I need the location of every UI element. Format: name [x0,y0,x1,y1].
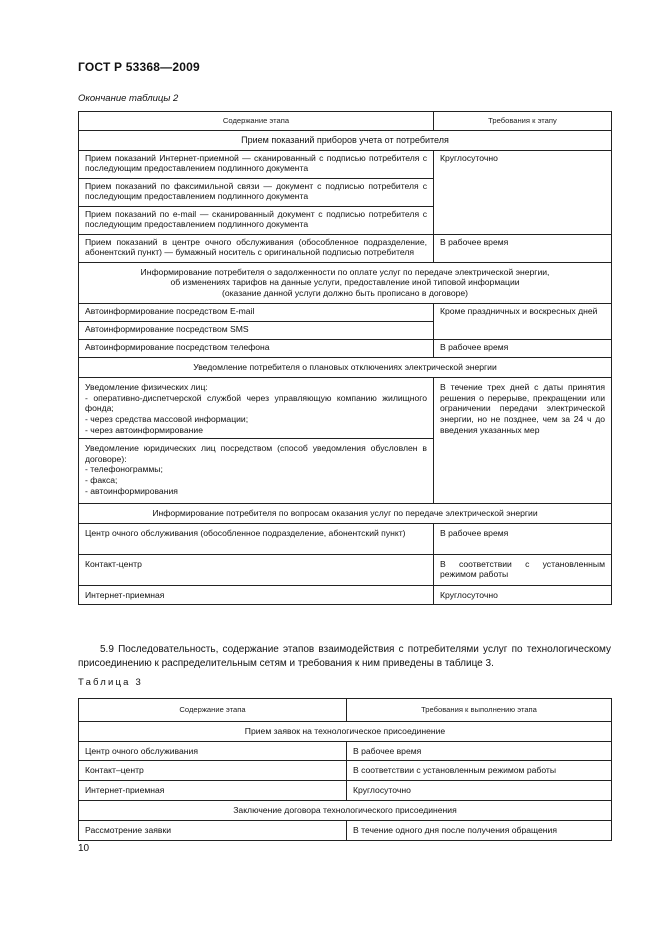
stage-cell: Автоинформирование посредством E-mail [79,303,434,321]
stage-cell: Центр очного обслуживания (обособленное подразделение, абонентский пункт) [79,523,434,554]
section-title: Уведомление потребителя о плановых отключениях электрической энергии [79,357,612,377]
stage-cell: Контакт-центр [79,554,434,585]
stage-cell: Прием показаний по e-mail — сканированный документ с подписью потребителя с последующим предоставлением подлинного документа [79,206,434,234]
requirement-cell: В рабочее время [347,741,612,761]
column-header-stage: Содержание этапа [79,112,434,131]
column-header-requirements: Требования к выполнению этапа [347,699,612,722]
stage-cell: Автоинформирование посредством телефона [79,339,434,357]
stage-cell: Центр очного обслуживания [79,741,347,761]
table-row [79,303,612,321]
stage-cell: Автоинформирование посредством SMS [79,321,434,339]
table-row [79,781,612,801]
stage-cell: Контакт–центр [79,761,347,781]
table-row [79,339,612,357]
stage-cell: Уведомление юридических лиц посредством (способ уведомления обусловлен в договоре): - телефонограммы; - факса; - автоинформирования [79,438,434,503]
section-row [79,130,612,150]
table3-label: Таблица 3 [78,677,143,688]
requirement-cell: Кроме праздничных и воскресных дней [434,303,612,339]
section-title: Прием заявок на технологическое присоединение [79,721,612,741]
document-header: ГОСТ Р 53368—2009 [78,60,200,74]
table-row [79,234,612,262]
section-title: Прием показаний приборов учета от потребителя [79,130,612,150]
requirement-cell: Круглосуточно [434,585,612,604]
page-number: 10 [78,843,90,854]
section-row [79,357,612,377]
section-row [79,721,612,741]
stage-cell: Интернет-приемная [79,585,434,604]
stage-cell: Рассмотрение заявки [79,820,347,840]
table2-caption: Окончание таблицы 2 [78,93,179,104]
requirement-cell: В рабочее время [434,234,612,262]
table-row [79,585,612,604]
stage-cell: Прием показаний в центре очного обслуживания (обособленное подразделение, абонентский пункт) — бумажный носитель с оригинальной подписью потребителя [79,234,434,262]
requirement-cell: В течение трех дней с даты принятия решения о перерыве, прекращении или ограничении передачи электрической энергии, но не позднее, чем за 24 ч до введения указанных мер [434,377,612,503]
paragraph-5-9: 5.9 Последовательность, содержание этапов взаимодействия с потребителями услуг по технологическому присоединению к распределительным сетям и требования к ним приведены в таблице 3. [78,644,611,669]
section-title: Информирование потребителя по вопросам оказания услуг по передаче электрической энергии [79,503,612,523]
section-title: Заключение договора технологического присоединения [79,800,612,820]
stage-cell: Прием показаний Интернет-приемной — сканированный с подписью потребителя с последующим предоставлением подлинного документа [79,150,434,178]
table-row [79,554,612,585]
stage-cell: Интернет-приемная [79,781,347,801]
section-title: Информирование потребителя о задолженности по оплате услуг по передаче электрической энергии, об изменениях тарифов на данные услуги, предоставление иной типовой информации (оказание данной услуги должно быть прописано в договоре) [79,262,612,303]
column-header-requirements: Требования к этапу [434,112,612,131]
requirement-cell: В рабочее время [434,339,612,357]
table-row [79,761,612,781]
table-header-row [79,112,612,131]
requirement-cell: В рабочее время [434,523,612,554]
stage-cell: Прием показаний по факсимильной связи — документ с подписью потребителя с последующим предоставлением подлинного документа [79,178,434,206]
table-row [79,150,612,178]
section-row [79,800,612,820]
table-row [79,523,612,554]
stage-cell: Уведомление физических лиц: - оперативно-диспетчерской службой через управляющую компанию жилищного фонда; - через средства массовой информации; - через автоинформирование [79,377,434,438]
table-row [79,741,612,761]
section-row [79,503,612,523]
table-2 [78,111,612,605]
table-header-row [79,699,612,722]
section-row [79,262,612,303]
requirement-cell: В течение одного дня после получения обращения [347,820,612,840]
requirement-cell: Круглосуточно [347,781,612,801]
table-row [79,377,612,438]
requirement-cell: Круглосуточно [434,150,612,234]
requirement-cell: В соответствии с установленным режимом работы [434,554,612,585]
requirement-cell: В соответствии с установленным режимом работы [347,761,612,781]
column-header-stage: Содержание этапа [79,699,347,722]
table-row [79,820,612,840]
table-3 [78,698,612,841]
